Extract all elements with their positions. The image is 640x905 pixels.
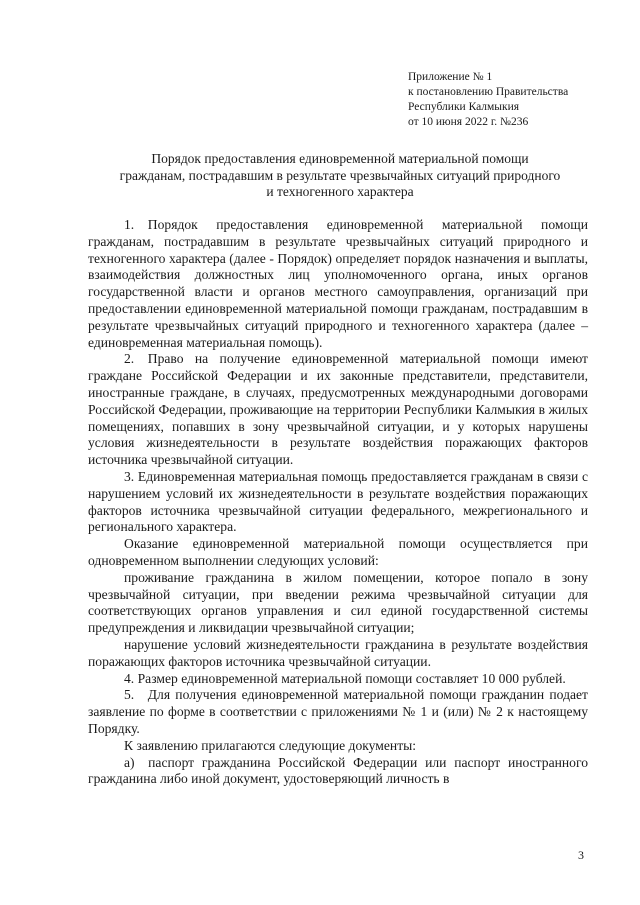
document-title — [90, 151, 590, 201]
paragraph-1: 1. Порядок предоставления единовременной материальной помощи гражданам, пострадавшим в результате чрезвычайных ситуаций природного и техногенного характера (далее - Порядок) определяет порядок назначения и выплаты, взаимодействия должностных лиц уполномоченного органа, иных органов государственной власти и органов местного самоуправления, организаций при предоставлении единовременной материальной помощи гражданам, пострадавшим в результате чрезвычайных ситуаций природного и техногенного характера (далее – единовременная материальная помощь). — [88, 217, 588, 350]
paragraph-3: 3. Единовременная материальная помощь предоставляется гражданам в связи с нарушением условий их жизнедеятельности в результате воздействия поражающих факторов источника чрезвычайной ситуации федерального, межрегионального и регионального характера. — [88, 468, 588, 535]
paragraph-documents-intro: К заявлению прилагаются следующие документы: — [124, 737, 417, 753]
title-line: гражданам, пострадавшим в результате чрезвычайных ситуаций природного — [119, 167, 561, 183]
title-line: и техногенного характера — [266, 184, 414, 199]
paragraph-4: 4. Размер единовременной материальной помощи составляет 10 000 рублей. — [124, 670, 566, 686]
appendix-line: к постановлению Правительства — [408, 86, 569, 98]
paragraph-conditions-intro: Оказание единовременной материальной помощи осуществляется при одновременном выполнении следующих условий: — [88, 536, 588, 568]
appendix-header — [408, 70, 568, 130]
page-number: 3 — [578, 848, 584, 862]
appendix-line: от 10 июня 2022 г. №236 — [408, 116, 529, 128]
appendix-line: Приложение № 1 — [408, 71, 493, 83]
paragraph-condition-1: проживание гражданина в жилом помещении, которое попало в зону чрезвычайной ситуации, при введении режима чрезвычайной ситуации для соответствующих органов управления и сил единой государственной системы предупреждения и ликвидации чрезвычайной ситуации; — [88, 569, 588, 636]
paragraph-condition-2: нарушение условий жизнедеятельности гражданина в результате воздействия поражающих факторов источника чрезвычайной ситуации. — [88, 636, 588, 669]
appendix-line: Республики Калмыкия — [408, 101, 520, 113]
title-line: Порядок предоставления единовременной материальной помощи — [151, 151, 529, 166]
paragraph-5: 5. Для получения единовременной материальной помощи гражданин подает заявление по форме в соответствии с приложениями № 1 и (или) № 2 к настоящему Порядку. — [88, 687, 588, 736]
document-body — [88, 217, 588, 788]
paragraph-2: 2. Право на получение единовременной материальной помощи имеют граждане Российской Федерации и их законные представители, представители, иностранные граждане, в случаях, предусмотренных международными договорами Российской Федерации, проживающие на территории Республики Калмыкия в жилых помещениях, попавших в зону чрезвычайной ситуации, и у которых нарушены условия жизнедеятельности в результате воздействия поражающих факторов источника чрезвычайной ситуации. — [88, 351, 588, 468]
paragraph-item-a: а) паспорт гражданина Российской Федерации или паспорт иностранного гражданина либо иной документ, удостоверяющий личность в — [88, 754, 588, 787]
